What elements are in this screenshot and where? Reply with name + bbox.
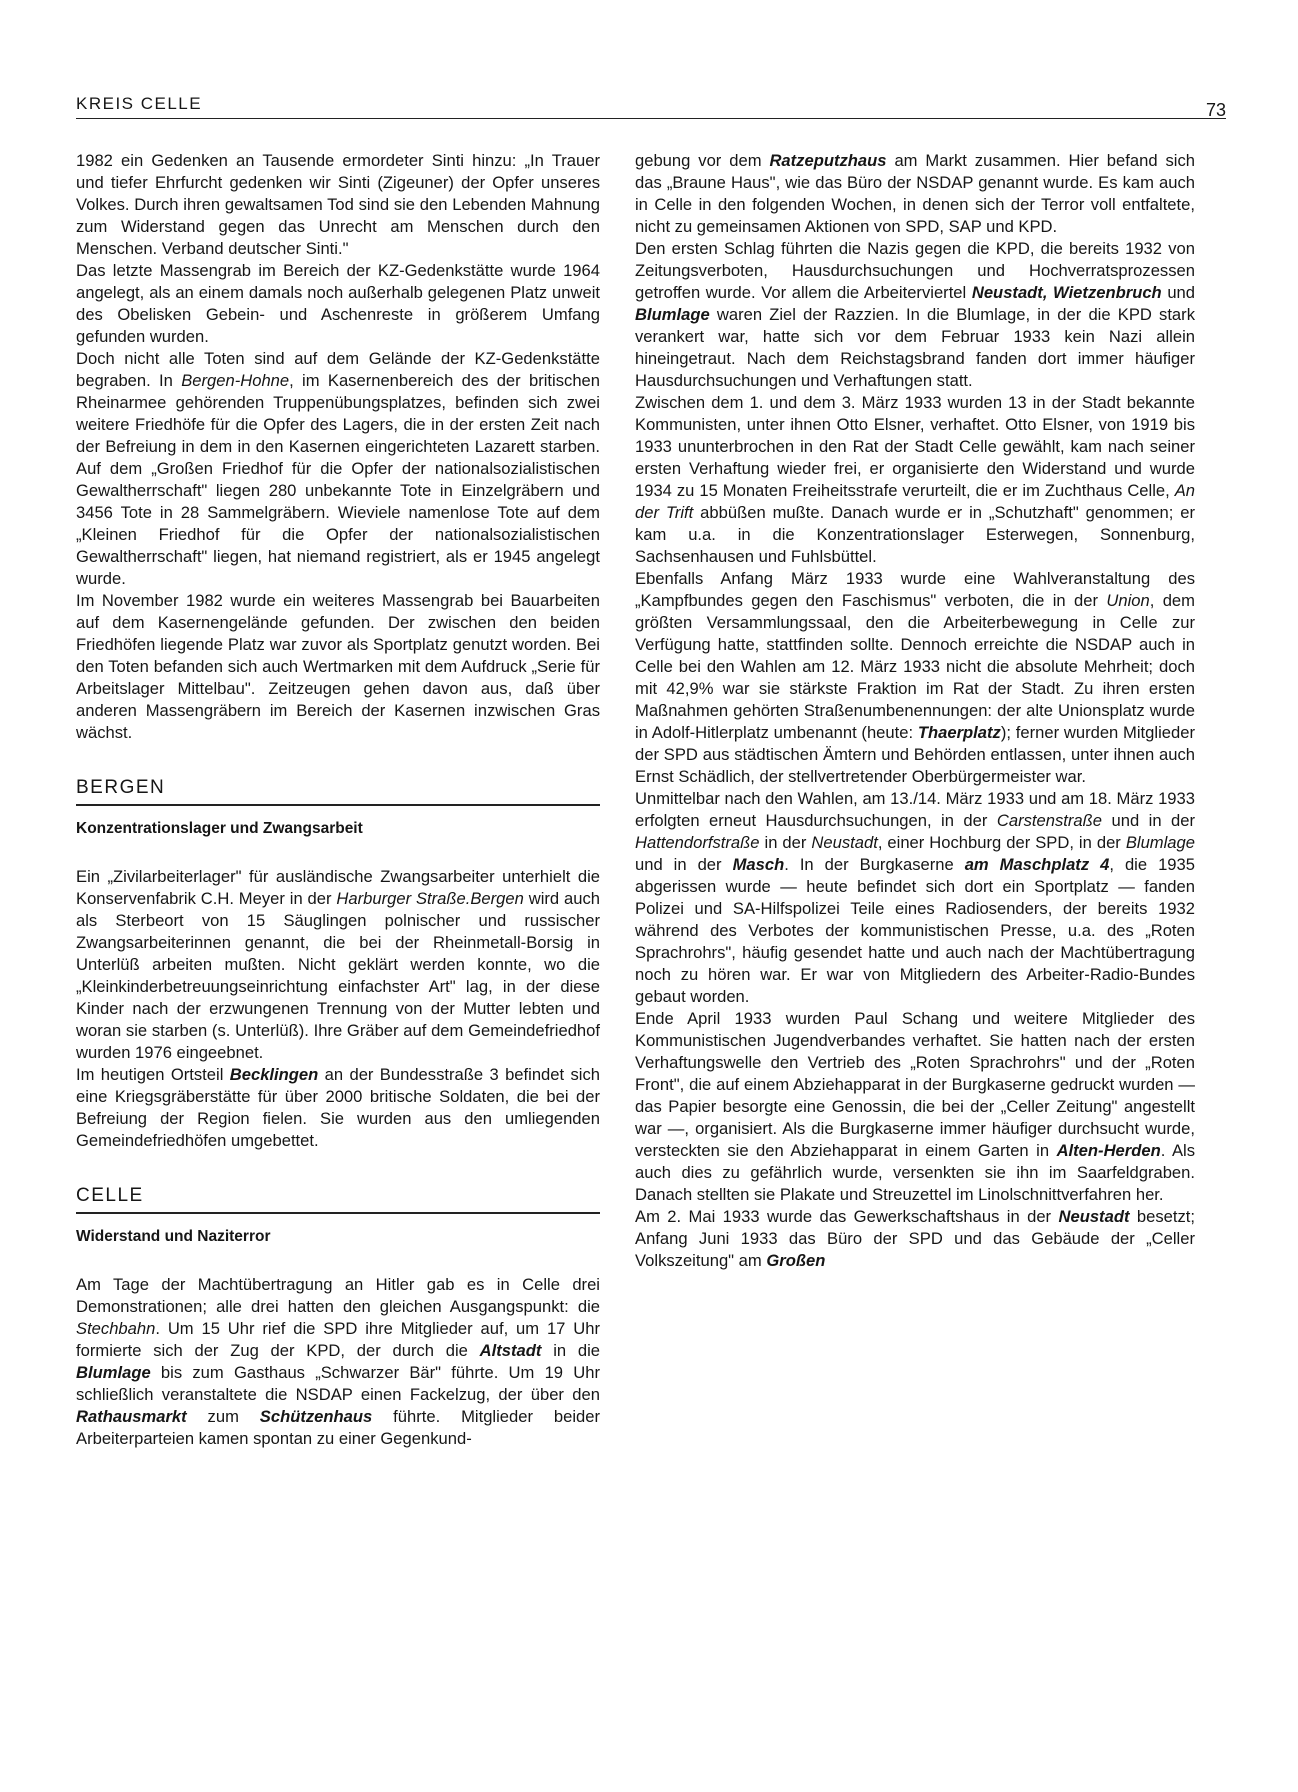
paragraph: Am Tage der Machtübertragung an Hitler gab es in Celle drei Demonstrationen; alle drei hatten den gleichen Ausgangspunkt: die Stechbahn. Um 15 Uhr rief die SPD ihre Mitglieder auf, um 17 Uhr formierte sich der Zug der KPD, der durch die Altstadt in die Blumlage bis zum Gasthaus „Schwarzer Bär" führte. Um 19 Uhr schließlich veranstaltete die NSDAP einen Fackelzug, der über den Rathausmarkt zum Schützenhaus führte. Mitglieder beider Arbeiterparteien kamen spontan zu einer Gegenkund- — [76, 1275, 601, 1448]
header-rule — [76, 118, 1226, 119]
paragraph: Das letzte Massengrab im Bereich der KZ-Gedenkstätte wurde 1964 angelegt, als an einem damals noch außerhalb gelegenen Platz unweit des Obelisken Gebein- und Aschenreste in größerem Umfang gefunden wurden. — [76, 261, 600, 346]
page-header — [76, 94, 1226, 124]
paragraph: 1982 ein Gedenken an Tausende ermordeter Sinti hinzu: „In Trauer und tiefer Ehrfurcht gedenken wir Sinti (Zigeuner) der Opfer unseres Volkes. Durch ihren gewaltsamen Tod sind sie den Lebenden Mahnung zum Widerstand gegen das Unrecht am Menschen durch den Menschen. Verband deutscher Sinti." — [76, 151, 600, 258]
left-column — [76, 150, 600, 1450]
paragraph: Zwischen dem 1. und dem 3. März 1933 wurden 13 in der Stadt bekannte Kommunisten, unter ihnen Otto Elsner, verhaftet. Otto Elsner, von 1919 bis 1933 ununterbrochen in den Rat der Stadt Celle gewählt, kam nach seiner ersten Verhaftung wieder frei, er organisierte den Widerstand und wurde 1934 zu 15 Monaten Freiheitsstrafe verurteilt, die er im Zuchthaus Celle, An der Trift abbüßen mußte. Danach wurde er in „Schutzhaft" genommen; er kam u.a. in die Konzentrationslager Esterwegen, Sonnenburg, Sachsenhausen und Fuhlsbüttel. — [635, 393, 1195, 566]
paragraph: Doch nicht alle Toten sind auf dem Gelände der KZ-Gedenkstätte begraben. In Bergen-Hohne, im Kasernenbereich des der britischen Rheinarmee gehörenden Truppenübungsplatzes, befinden sich zwei weitere Friedhöfe für die Opfer des Lagers, die in der ersten Zeit nach der Befreiung in dem in den Kasernen eingerichteten Lazarett starben. Auf dem „Großen Friedhof für die Opfer der nationalsozialistischen Gewaltherrschaft" liegen 280 unbekannte Tote in Einzelgräbern und 3456 Tote in 28 Sammelgräbern. Wieviele namenlose Tote auf dem „Kleinen Friedhof für die Opfer der nationalsozialistischen Gewaltherrschaft" liegen, hat niemand registriert, als er 1945 angelegt wurde. — [76, 349, 601, 588]
paragraph: Am 2. Mai 1933 wurde das Gewerkschaftshaus in der Neustadt besetzt; Anfang Juni 1933 das Büro der SPD und das Gebäude der „Celler Volkszeitung" am Großen — [635, 1207, 1195, 1270]
running-title: KREIS CELLE — [76, 94, 203, 113]
right-column — [635, 150, 1195, 1272]
section-heading-bergen: BERGEN — [76, 776, 600, 806]
place-name: Bergen-Hohne — [181, 371, 290, 390]
paragraph: Im November 1982 wurde ein weiteres Massengrab bei Bauarbeiten auf dem Kasernengelände gefunden. Der zwischen den beiden Friedhöfen liegende Platz war zuvor als Sportplatz genutzt worden. Bei den Toten befanden sich auch Wertmarken mit dem Aufdruck „Serie für Arbeitslager Mittelbau". Zeitzeugen gehen davon aus, daß über anderen Massengräbern im Bereich der Kasernen inzwischen Gras wächst. — [76, 591, 600, 742]
paragraph: Den ersten Schlag führten die Nazis gegen die KPD, die bereits 1932 von Zeitungsverboten, Hausdurchsuchungen und Hochverratsprozessen getroffen wurde. Vor allem die Arbeiterviertel Neustadt, Wietzenbruch und Blumlage waren Ziel der Razzien. In die Blumlage, in der die KPD stark verankert war, hatte sich vor dem Februar 1933 kein Nazi allein hineingetraut. Nach dem Reichstagsbrand fanden dort immer häufiger Hausdurchsuchungen und Verhaftungen statt. — [635, 239, 1196, 390]
paragraph: gebung vor dem Ratzeputzhaus am Markt zusammen. Hier befand sich das „Braune Haus", wie das Büro der NSDAP genannt wurde. Es kam auch in Celle in den folgenden Wochen, in denen sich der Terror voll entfaltete, nicht zu gemeinsamen Aktionen von SPD, SAP und KPD. — [635, 151, 1195, 236]
page-number: 73 — [1205, 100, 1226, 120]
paragraph: Unmittelbar nach den Wahlen, am 13./14. März 1933 und am 18. März 1933 erfolgten erneut Hausdurchsuchungen, in der Carstenstraße und in der Hattendorfstraße in der Neustadt, einer Hochburg der SPD, in der Blumlage und in der Masch. In der Burgkaserne am Maschplatz 4, die 1935 abgerissen wurde — heute befindet sich dort ein Sportplatz — fanden Polizei und SA-Hilfspolizei Teile eines Radiosenders, der bereits 1932 während des Verbotes der kommunistischen Presse, u.a. des „Roten Sprachrohrs", häufig gesendet hatte und auch nach der Machtübertragung noch zu hören war. Er war von Mitgliedern des Arbeiter-Radio-Bundes gebaut worden. — [635, 789, 1195, 1006]
paragraph: Ein „Zivilarbeiterlager" für ausländische Zwangsarbeiter unterhielt die Konservenfabrik C.H. Meyer in der Harburger Straße.Bergen wird auch als Sterbeort von 15 Säuglingen polnischer und russischer Zwangsarbeiterinnen genannt, die bei der Rheinmetall-Borsig in Unterlüß arbeiten mußten. Nicht geklärt werden konnte, wo die „Kleinkinderbetreuungseinrichtung einfachster Art" lag, in der diese Kinder nach der erzwungenen Trennung von der Mutter lebten und woran sie starben (s. Unterlüß). Ihre Gräber auf dem Gemeindefriedhof wurden 1976 eingeebnet. — [76, 867, 600, 1062]
section-heading-celle: CELLE — [76, 1184, 600, 1214]
subheading: Widerstand und Naziterror — [76, 1228, 271, 1245]
paragraph: Im heutigen Ortsteil Becklingen an der Bundesstraße 3 befindet sich eine Kriegsgräberstätte für über 2000 britische Soldaten, die bei der Befreiung der Region fielen. Sie wurden aus den umliegenden Gemeindefriedhöfen umgebettet. — [76, 1065, 600, 1150]
street-name: Harburger Straße.Bergen — [336, 889, 524, 908]
paragraph: Ende April 1933 wurden Paul Schang und weitere Mitglieder des Kommunistischen Jugendverbandes verhaftet. Sie hatten nach der ersten Verhaftungswelle den Vertrieb des „Roten Sprachrohrs" und der „Roten Front", die auf einem Abziehapparat in der Burgkaserne gedruckt wurden — das Papier besorgte eine Genossin, die bei der „Celler Zeitung" angestellt war —, organisiert. Als die Burgkaserne immer häufiger durchsucht wurde, versteckten sie den Abziehapparat in einem Garten in Alten-Herden. Als auch dies zu gefährlich wurde, versenkten sie ihn im Saarfeldgraben. Danach stellten sie Plakate und Streuzettel im Linolschnittverfahren her. — [635, 1009, 1195, 1204]
paragraph: Ebenfalls Anfang März 1933 wurde eine Wahlveranstaltung des „Kampfbundes gegen den Faschismus" verboten, die in der Union, dem größten Versammlungssaal, den die Arbeiterbewegung in Celle zur Verfügung hatte, stattfinden sollte. Dennoch erreichte die NSDAP auch in Celle bei den Wahlen am 12. März 1933 nicht die absolute Mehrheit; doch mit 42,9% war sie stärkste Fraktion im Rat der Stadt. Zu ihren ersten Maßnahmen gehörten Straßenumbenennungen: der alte Unionsplatz wurde in Adolf-Hitlerplatz umbenannt (heute: Thaerplatz); ferner wurden Mitglieder der SPD aus städtischen Ämtern und Behörden entlassen, unter ihnen auch Ernst Schädlich, der stellvertretender Oberbürgermeister war. — [635, 569, 1195, 786]
place-name: Becklingen — [229, 1065, 319, 1084]
subheading: Konzentrationslager und Zwangsarbeit — [76, 820, 363, 837]
